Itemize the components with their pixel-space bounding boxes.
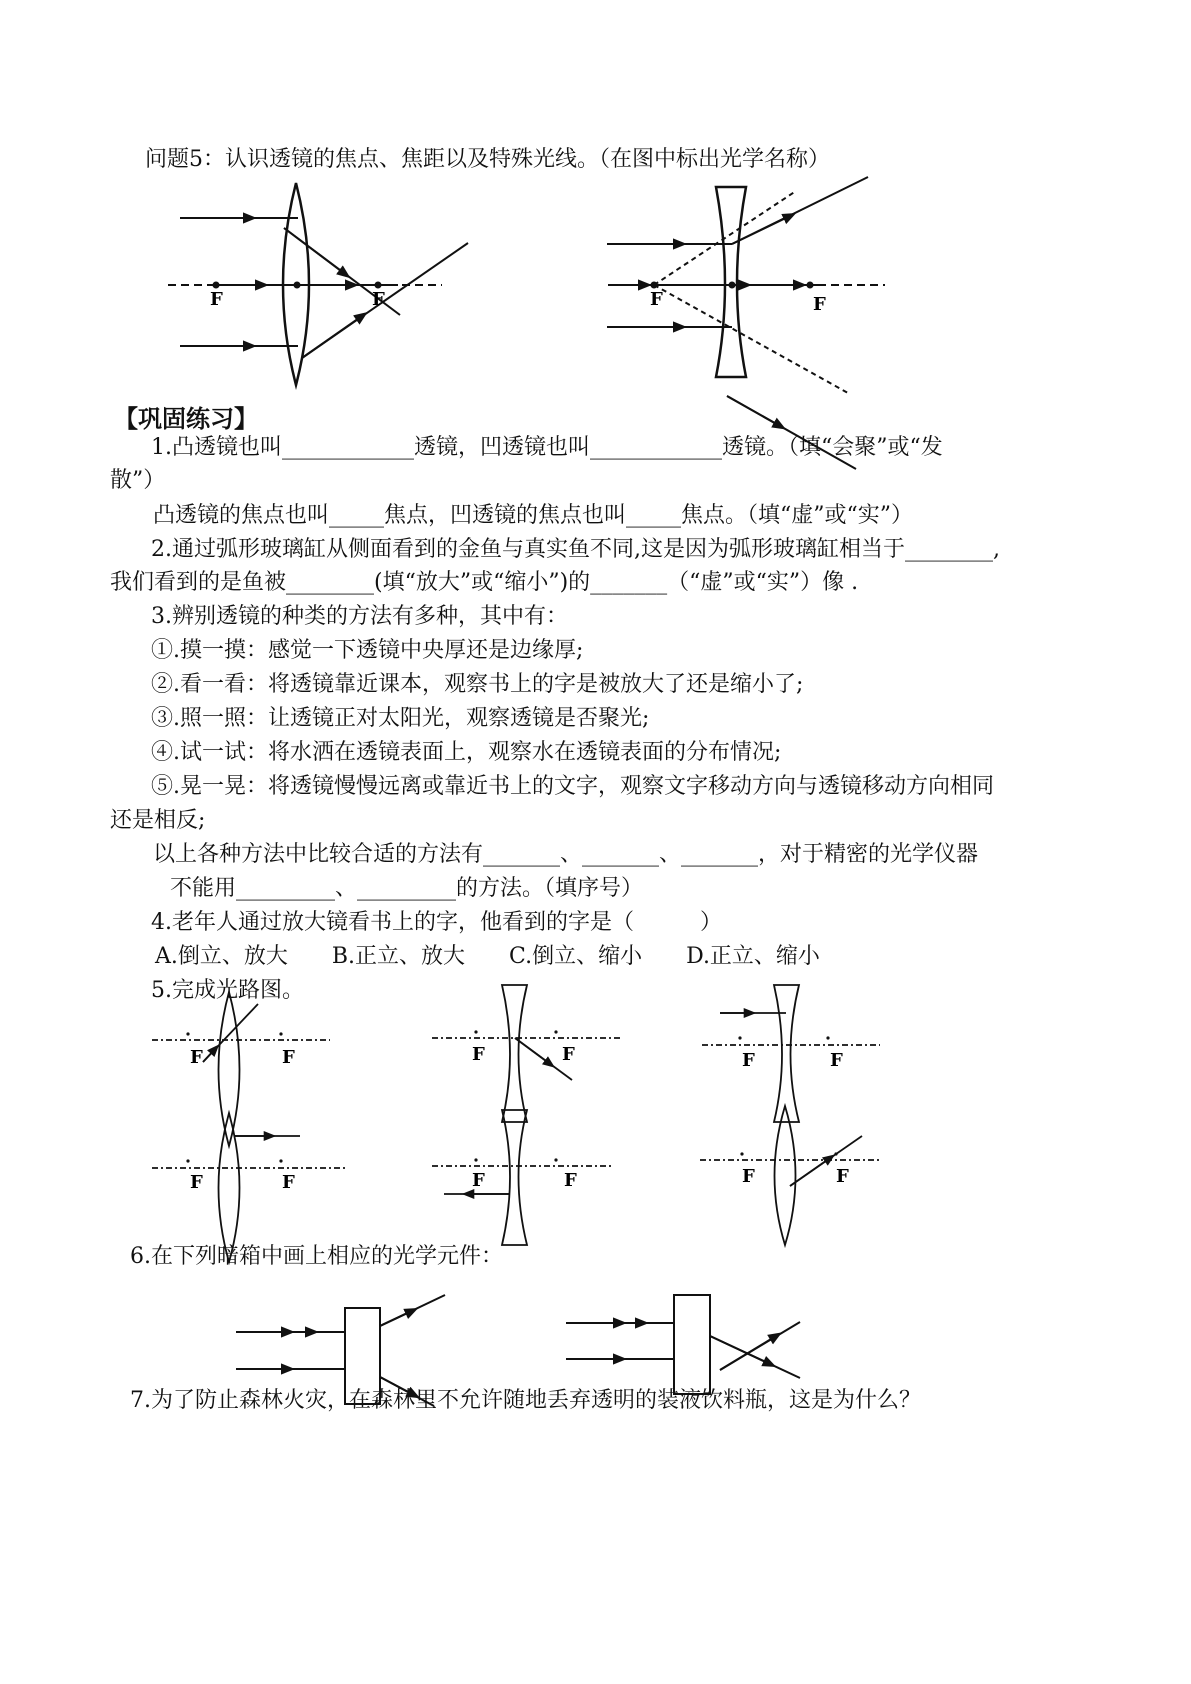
ex5-focus-label: F bbox=[836, 1166, 849, 1187]
section-title: 【巩固练习】 bbox=[114, 405, 258, 433]
exercise-3-item: ⑤.晃一晃：将透镜慢慢远离或靠近书上的文字，观察文字移动方向与透镜移动方向相同 bbox=[151, 774, 994, 799]
ex6-dark-box-1 bbox=[236, 1295, 445, 1406]
ex5-diagram-5 bbox=[432, 1110, 612, 1245]
exercise-3-item: ③.照一照：让透镜正对太阳光，观察透镜是否聚光; bbox=[151, 706, 650, 731]
exercise-1-line-2: 散”） bbox=[110, 468, 166, 493]
ex5-diagram-4 bbox=[152, 1113, 348, 1262]
exercise-3-question-2: 不能用_________、_________的方法。（填序号） bbox=[170, 876, 644, 901]
exercise-3-item: ②.看一看：将透镜靠近课本，观察书上的字是被放大了还是缩小了; bbox=[151, 672, 804, 697]
q5-focus-label: F bbox=[372, 289, 385, 310]
ex5-diagram-6 bbox=[700, 1106, 880, 1245]
ex5-focus-label: F bbox=[564, 1170, 577, 1191]
exercise-3-question-1: 以上各种方法中比较合适的方法有_______、_______、_______，对于精密的光学仪器 bbox=[153, 842, 979, 867]
ex5-diagram-1 bbox=[152, 992, 330, 1684]
ex5-diagram-2 bbox=[432, 985, 620, 1122]
ex5-focus-label: F bbox=[190, 1047, 203, 1068]
ex5-focus-label: F bbox=[562, 1044, 575, 1065]
ex5-focus-label: F bbox=[742, 1166, 755, 1187]
exercise-7-question: 7.为了防止森林火灾，在森林里不允许随地丢弃透明的装液饮料瓶，这是为什么？ bbox=[130, 1388, 921, 1413]
exercise-6-question: 6.在下列暗箱中画上相应的光学元件： bbox=[130, 1244, 503, 1269]
ex5-focus-label: F bbox=[742, 1050, 755, 1071]
exercise-4-options: A.倒立、放大 B.正立、放大 C.倒立、缩小 D.正立、缩小 bbox=[155, 944, 820, 969]
exercise-1-line-1: 1.凸透镜也叫____________透镜，凹透镜也叫____________透镜。（填“会聚”或“发 bbox=[151, 435, 943, 460]
ex6-box-1-rect bbox=[345, 1308, 380, 1404]
q5-focus-label: F bbox=[210, 289, 223, 310]
exercise-5-question: 5.完成光路图。 bbox=[151, 978, 304, 1003]
ex5-diagram-3 bbox=[702, 985, 880, 1122]
exercise-3-item: ①.摸一摸：感觉一下透镜中央厚还是边缘厚; bbox=[151, 638, 584, 663]
ex5-focus-label: F bbox=[190, 1172, 203, 1193]
ex6-box-2-rect bbox=[674, 1295, 710, 1394]
ex5-focus-label: F bbox=[282, 1172, 295, 1193]
exercise-1-line-3: 凸透镜的焦点也叫_____焦点，凹透镜的焦点也叫_____焦点。（填“虚”或“实”） bbox=[153, 503, 913, 528]
ex5-focus-label: F bbox=[472, 1170, 485, 1191]
ex5-focus-label: F bbox=[282, 1047, 295, 1068]
exercise-3-intro: 3.辨别透镜的种类的方法有多种，其中有： bbox=[151, 604, 568, 629]
exercise-3-item: ④.试一试：将水洒在透镜表面上，观察水在透镜表面的分布情况; bbox=[151, 740, 782, 765]
exercise-2-line-2: 我们看到的是鱼被________(填“放大”或“缩小”)的_______（“虚”或“实”）像 . bbox=[110, 570, 859, 595]
q5-concave-lens-diagram bbox=[607, 177, 885, 469]
ex5-focus-label: F bbox=[830, 1050, 843, 1071]
q5-focus-label: F bbox=[650, 289, 663, 310]
ex6-dark-box-2 bbox=[566, 1295, 800, 1394]
ex5-focus-label: F bbox=[472, 1044, 485, 1065]
exercise-4-question: 4.老年人通过放大镜看书上的字，他看到的字是（ ） bbox=[151, 910, 722, 935]
exercise-2-line-1: 2.通过弧形玻璃缸从侧面看到的金鱼与真实鱼不同,这是因为弧形玻璃缸相当于________, bbox=[151, 537, 1000, 562]
q5-focus-label: F bbox=[813, 294, 826, 315]
exercise-3-item: 还是相反; bbox=[110, 808, 206, 833]
question-5-title: 问题5：认识透镜的焦点、焦距以及特殊光线。（在图中标出光学名称） bbox=[145, 147, 830, 172]
